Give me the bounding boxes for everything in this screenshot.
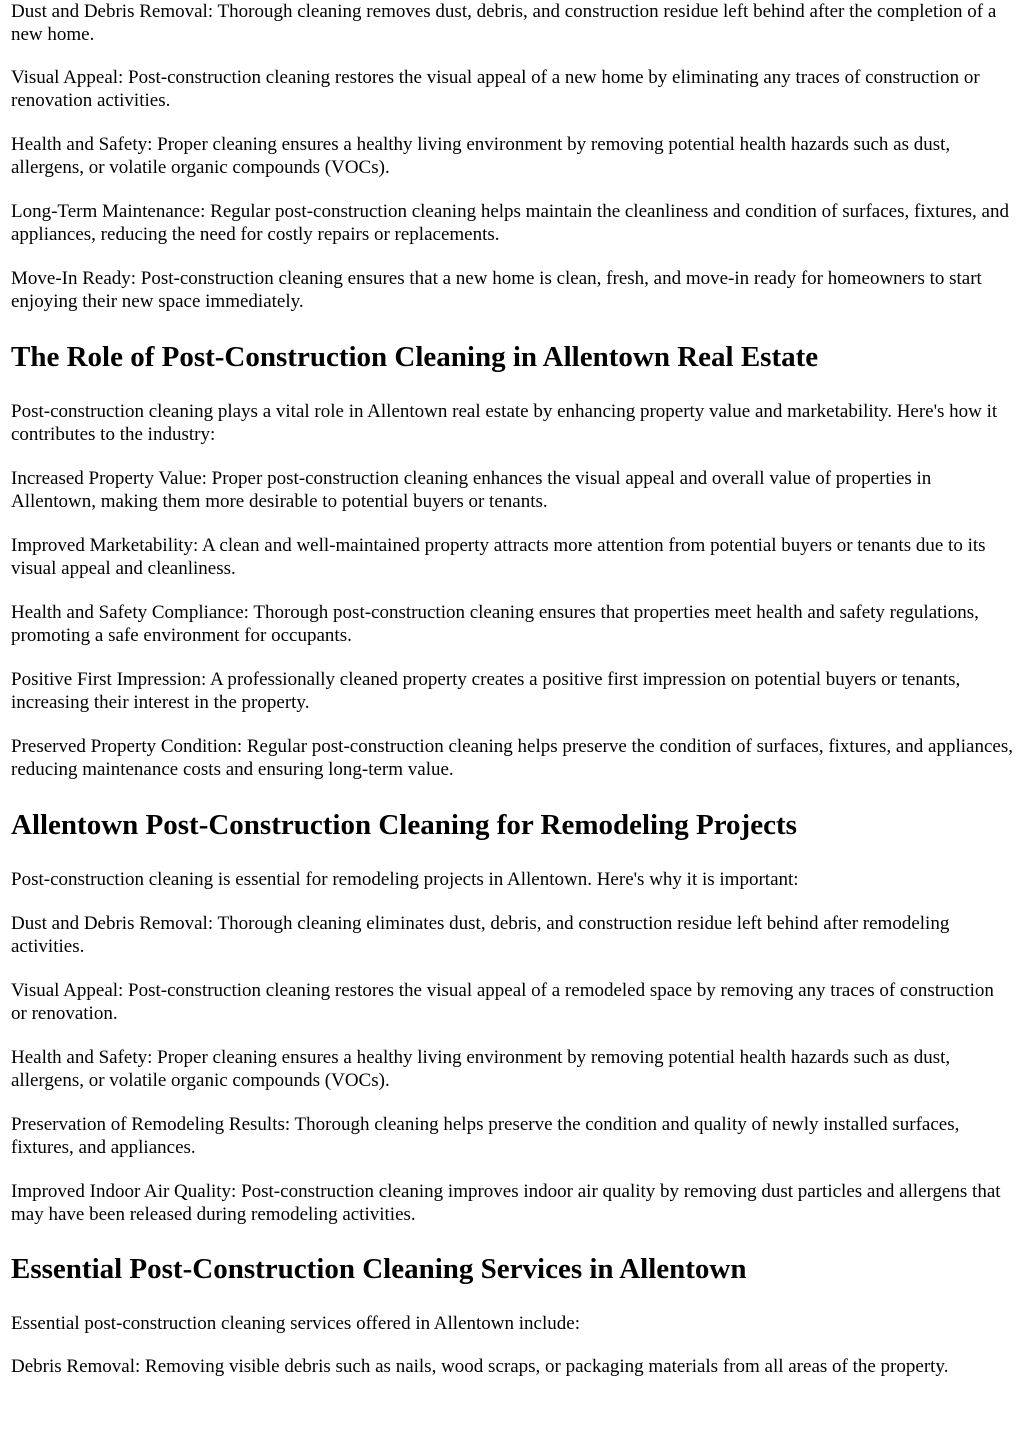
paragraph-increased-property-value: Increased Property Value: Proper post-construction cleaning enhances the visual appeal and overall value of properties in Allentown, making them more desirable to potential buyers or tenants. [11,468,932,512]
paragraph-health-safety-remodeling: Health and Safety: Proper cleaning ensures a healthy living environment by removing potential health hazards such as dust, allergens, or volatile organic compounds (VOCs). [11,1047,951,1091]
paragraph-remodeling-intro: Post-construction cleaning is essential for remodeling projects in Allentown. Here's why it is important: [11,869,799,890]
heading-remodeling-projects: Allentown Post-Construction Cleaning for Remodeling Projects [11,809,797,841]
paragraph-debris-removal: Debris Removal: Removing visible debris such as nails, wood scraps, or packaging materials from all areas of the property. [11,1356,949,1377]
paragraph-visual-appeal-remodeling: Visual Appeal: Post-construction cleaning restores the visual appeal of a remodeled space by removing any traces of construction or renovation. [11,980,994,1024]
paragraph-real-estate-intro: Post-construction cleaning plays a vital role in Allentown real estate by enhancing property value and marketability. Here's how it contributes to the industry: [11,401,998,445]
paragraph-preservation-remodeling-results: Preservation of Remodeling Results: Thorough cleaning helps preserve the condition and quality of newly installed surfaces, fixtures, and appliances. [11,1114,960,1158]
paragraph-visual-appeal-new-home: Visual Appeal: Post-construction cleaning restores the visual appeal of a new home by eliminating any traces of construction or renovation activities. [11,67,980,111]
paragraph-health-safety-compliance: Health and Safety Compliance: Thorough post-construction cleaning ensures that properties meet health and safety regulations, promoting a safe environment for occupants. [11,602,979,646]
paragraph-improved-marketability: Improved Marketability: A clean and well-maintained property attracts more attention from potential buyers or tenants due to its visual appeal and cleanliness. [11,535,986,579]
paragraph-preserved-property-condition: Preserved Property Condition: Regular post-construction cleaning helps preserve the condition of surfaces, fixtures, and appliances, reducing maintenance costs and ensuring long-term value. [11,736,1013,780]
paragraph-essential-services-intro: Essential post-construction cleaning services offered in Allentown include: [11,1313,580,1334]
paragraph-improved-indoor-air-quality: Improved Indoor Air Quality: Post-construction cleaning improves indoor air quality by removing dust particles and allergens that may have been released during remodeling activities. [11,1181,1001,1225]
paragraph-dust-debris-new-home: Dust and Debris Removal: Thorough cleaning removes dust, debris, and construction residue left behind after the completion of a new home. [11,1,997,45]
paragraph-long-term-maintenance: Long-Term Maintenance: Regular post-construction cleaning helps maintain the cleanliness and condition of surfaces, fixtures, and appliances, reducing the need for costly repairs or replacements. [11,201,1009,245]
paragraph-positive-first-impression: Positive First Impression: A professionally cleaned property creates a positive first impression on potential buyers or tenants, increasing their interest in the property. [11,669,961,713]
heading-essential-services: Essential Post-Construction Cleaning Services in Allentown [11,1253,747,1285]
paragraph-dust-debris-remodeling: Dust and Debris Removal: Thorough cleaning eliminates dust, debris, and construction residue left behind after remodeling activities. [11,913,950,957]
heading-role-in-real-estate: The Role of Post-Construction Cleaning in Allentown Real Estate [11,341,819,373]
paragraph-move-in-ready: Move-In Ready: Post-construction cleaning ensures that a new home is clean, fresh, and move-in ready for homeowners to start enjoying their new space immediately. [11,268,982,312]
paragraph-health-safety-new-home: Health and Safety: Proper cleaning ensures a healthy living environment by removing potential health hazards such as dust, allergens, or volatile organic compounds (VOCs). [11,134,951,178]
